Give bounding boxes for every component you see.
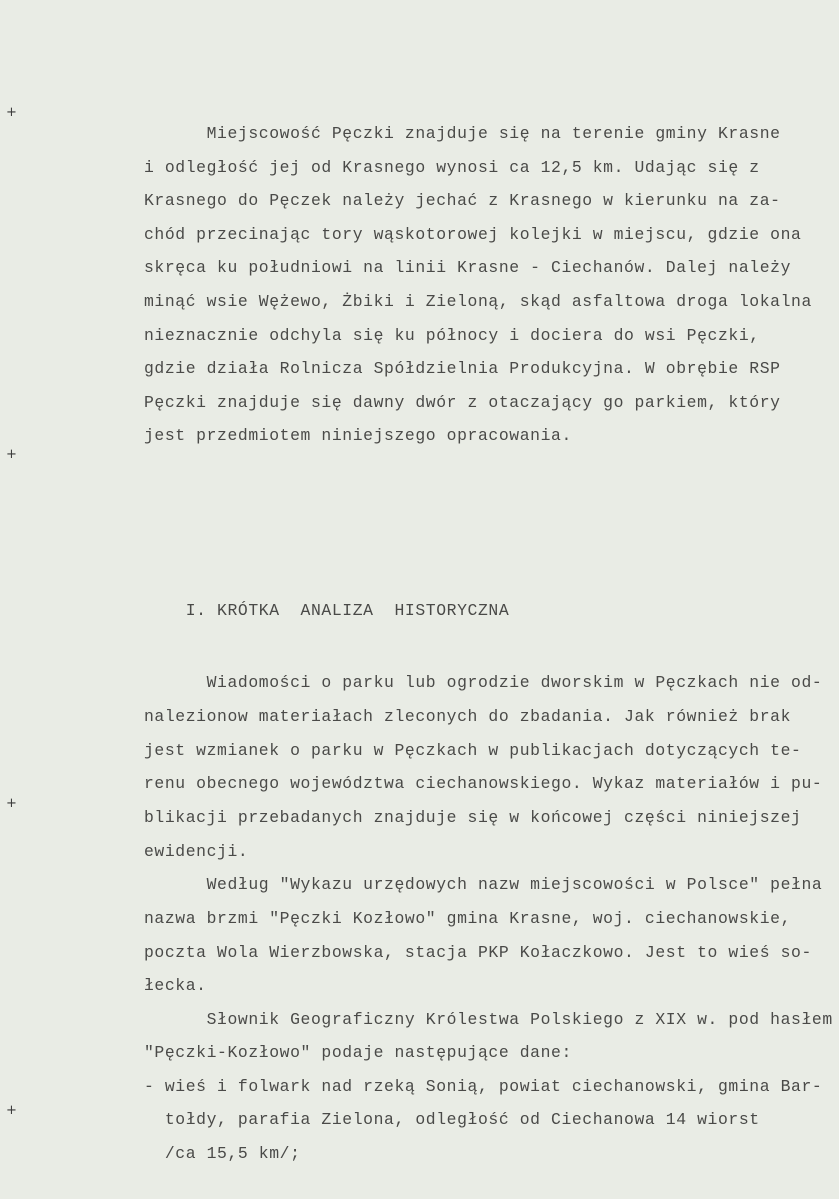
text-line: Miejscowość Pęczki znajduje się na terenie gminy Krasne [144, 124, 781, 143]
text-line: jest wzmianek o parku w Pęczkach w publikacjach dotyczących te- [144, 741, 802, 760]
text-line: chód przecinając tory wąskotorowej kolejki w miejscu, gdzie ona [144, 225, 802, 244]
margin-mark: + [6, 447, 17, 462]
text-line: ewidencji. [144, 842, 249, 861]
text-line: tołdy, parafia Zielona, odległość od Ciechanowa 14 wiorst [144, 1110, 760, 1129]
text-line: minąć wsie Wężewo, Żbiki i Zieloną, skąd asfaltowa droga lokalna [144, 292, 812, 311]
text-line: - wieś i folwark nad rzeką Sonią, powiat ciechanowski, gmina Bar- [144, 1077, 823, 1096]
margin-mark: + [6, 796, 17, 811]
text-line: gdzie działa Rolnicza Spółdzielnia Produkcyjna. W obrębie RSP [144, 359, 781, 378]
text-line: poczta Wola Wierzbowska, stacja PKP Kołaczkowo. Jest to wieś so- [144, 943, 812, 962]
text-line: Słownik Geograficzny Królestwa Polskiego z XIX w. pod hasłem [144, 1010, 833, 1029]
text-line: nalezionow materiałach zleconych do zbadania. Jak również brak [144, 707, 792, 726]
margin-mark: + [6, 1103, 17, 1118]
text-line: Pęczki znajduje się dawny dwór z otaczający go parkiem, który [144, 393, 781, 412]
text-line: "Pęczki-Kozłowo" podaje następujące dane: [144, 1043, 572, 1062]
text-line: jest przedmiotem niniejszego opracowania. [144, 426, 572, 445]
section-heading: I. KRÓTKA ANALIZA HISTORYCZNA [144, 601, 510, 620]
text-line: renu obecnego województwa ciechanowskiego. Wykaz materiałów i pu- [144, 774, 823, 793]
text-line: Wiadomości o parku lub ogrodzie dworskim w Pęczkach nie od- [144, 673, 823, 692]
text-line: Krasnego do Pęczek należy jechać z Krasnego w kierunku na za- [144, 191, 781, 210]
text-line: /ca 15,5 km/; [144, 1144, 301, 1163]
text-line: łecka. [144, 976, 207, 995]
text-line: blikacji przebadanych znajduje się w końcowej części niniejszej [144, 808, 802, 827]
text-line: Według "Wykazu urzędowych nazw miejscowości w Polsce" pełna [144, 875, 823, 894]
text-line: nieznacznie odchyla się ku północy i dociera do wsi Pęczki, [144, 326, 760, 345]
text-line: nazwa brzmi "Pęczki Kozłowo" gmina Krasne, woj. ciechanowskie, [144, 909, 792, 928]
text-line: i odległość jej od Krasnego wynosi ca 12,5 km. Udając się z [144, 158, 760, 177]
margin-mark: + [6, 105, 17, 120]
text-line: skręca ku południowi na linii Krasne - Ciechanów. Dalej należy [144, 258, 792, 277]
